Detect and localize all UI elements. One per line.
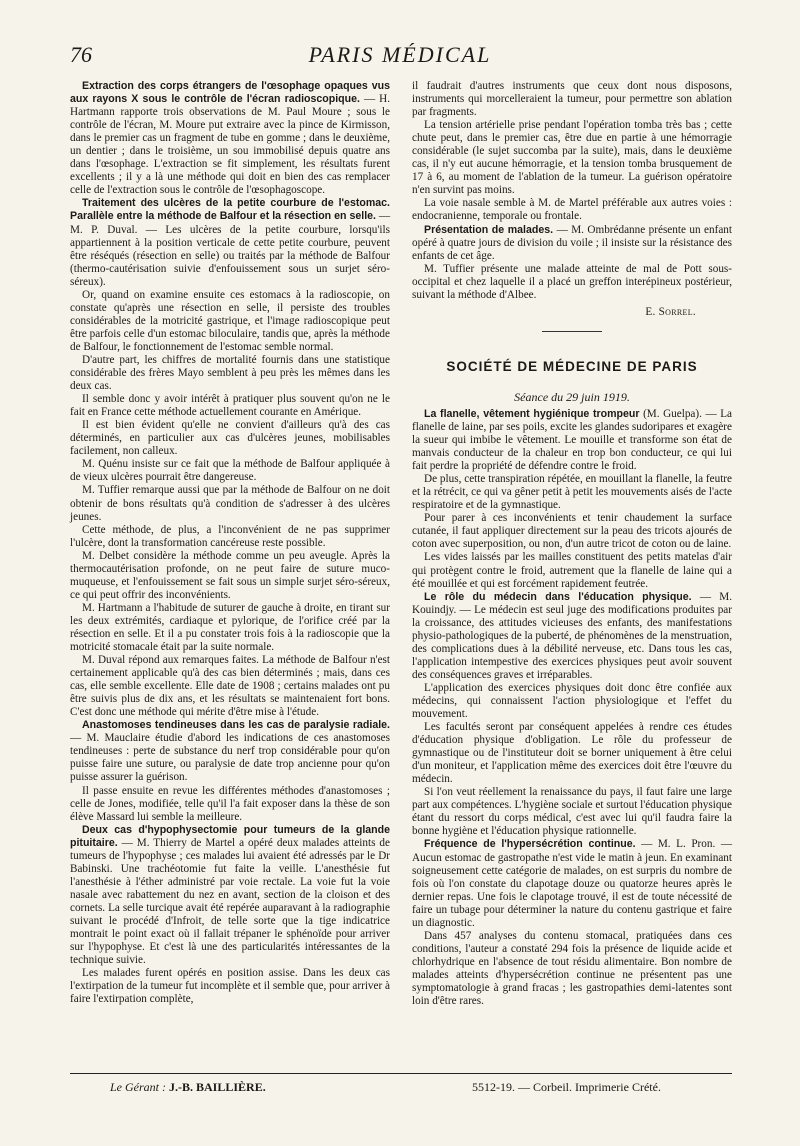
footer-imprint: 5512-19. — Corbeil. Imprimerie Crété. <box>472 1080 661 1094</box>
paragraph: Pour parer à ces inconvénients et tenir chaudement la surface cutanée, il faut appliquer directement sur la peau des tricots ajourés de coton avec superposition, ou non, d'un autre tricot de coton ou de laine. <box>412 512 732 551</box>
paragraph-heading: La flanelle, vêtement hygiénique trompeur <box>424 407 640 420</box>
paragraph: Le rôle du médecin dans l'éducation physique. — M. Kouindjy. — Le médecin est seul juge des modifications produites par la croissance, des attitudes vicieuses des enfants, des manifestations physio-pathologiques de la puberté, de phénomènes de la menstruation, des complications dues à la débilité nerveuse, etc. Dans tous les cas, l'application intempestive des exercices physiques peut avoir souvent des conséquences graves et irréparables. <box>412 590 733 681</box>
paragraph-heading: Deux cas d'hypophysectomie pour tumeurs de la glande pituitaire. <box>70 823 390 849</box>
paragraph: Extraction des corps étrangers de l'œsophage opaques vus aux rayons X sous le contrôle de l'écran radioscopique. — H. Hartmann rapporte trois observations de M. Paul Moure ; sous le contrôle de l'écran, M. Moure put extraire avec la pince de Kirmisson, dans le premier cas un fragment de tube en gomme ; dans le deuxième, un dentier ; dans le troisième, un sou immobilisé depuis quatre ans dans l'œsophage. L'extraction se fit simplement, les résultats furent excellents ; il y a là une méthode qui doit en bien des cas remplacer celle de l'extraction sous le contrôle de l'œsophagoscope. <box>70 80 390 197</box>
paragraph: De plus, cette transpiration répétée, en mouillant la flanelle, la feutre et la rétrécit, ce qui va gêner petit à petit les mouvements aisés de l'acte respiratoire et de la gymnastique. <box>412 473 732 512</box>
paragraph: Dans 457 analyses du contenu stomacal, pratiquées dans ces conditions, l'auteur a constaté 294 fois la présence de liquide acide et chlorhydrique en l'absence de tout résidu alimentaire. Bon nombre de malades atteints d'hypersécrétion continue ne présentent pas une symptomatologie à grand fracas ; les gastropathies demi-latentes sont loin d'être rares. <box>412 929 732 1008</box>
paragraph: M. Tuffier remarque aussi que par la méthode de Balfour on ne doit obtenir de bons résultats qu'à condition de s'adresser à des ulcères jeunes. <box>70 484 390 523</box>
paragraph: Or, quand on examine ensuite ces estomacs à la radioscopie, on constate qu'après une résection en selle, il persiste des troubles considérables de la motricité gastrique, et l'image radioscopique peut être parfois celle d'un estomac biloculaire, tandis que, après la méthode de Balfour, le fonctionnement de l'estomac semble normal. <box>70 288 390 353</box>
paragraph-heading: Extraction des corps étrangers de l'œsophage opaques vus aux rayons X sous le contrôle de l'écran radioscopique. <box>70 80 390 106</box>
paragraph: M. Delbet considère la méthode comme un peu aveugle. Après la thermocautérisation profonde, on ne peut faire de suture muco-muqueuse, et l'enfouissement se fait sous un simple surjet séro-séreux, ce qui peut offrir des inconvénients. <box>70 549 390 601</box>
running-title: PARIS MÉDICAL <box>308 42 492 67</box>
paragraph: La tension artérielle prise pendant l'opération tomba très bas ; cette chute peut, dans le premier cas, être due en partie à une hémorragie considérable (le sujet succomba par la suite), mais, dans le deuxième cas, il n'y eut aucune hémorragie, et la tension tomba brusquement de 17 à 6, au moment de l'ablation de la tumeur. La guérison opératoire n'en survint pas moins. <box>412 119 732 197</box>
footer-rule <box>70 1073 732 1074</box>
section-divider <box>542 331 602 332</box>
paragraph: M. Quénu insiste sur ce fait que la méthode de Balfour appliquée à de vieux ulcères pourrait être dangereuse. <box>70 458 390 484</box>
paragraph-heading: Présentation de malades. <box>424 223 554 236</box>
paragraph-heading: Le rôle du médecin dans l'éducation physique. <box>424 590 692 603</box>
paragraph: Anastomoses tendineuses dans les cas de paralysie radiale. — M. Mauclaire étudie d'abord les indications de ces anastomoses tendineuses : perte de substance du nerf trop considérable pour qu'on puisse faire une suture, ou paralysie de date trop ancienne pour qu'on puisse assurer la guérison. <box>70 719 390 784</box>
paragraph: Il semble donc y avoir intérêt à pratiquer plus souvent qu'on ne le fait en France cette méthode actuellement courante en Amérique. <box>70 393 390 419</box>
paragraph: Les facultés seront par conséquent appelées à rendre ces études d'éducation physique d'obligation. Le rôle du professeur de gymnastique ou de l'instituteur doit se borner uniquement à être celui d'un moniteur, et l'application même des exercices doit être l'œuvre du médecin. <box>412 721 732 786</box>
paragraph: Traitement des ulcères de la petite courbure de l'estomac. Parallèle entre la méthode de Balfour et la résection en selle. — M. P. Duval. — Les ulcères de la petite courbure, lorsqu'ils appartiennent à la position verticale de cette petite courbure, peuvent être réséqués (résection en selle) ou traités par la méthode de Balfour (thermo-cautérisation suivie d'enfouissement sous un surjet séro-séreux). <box>70 197 390 288</box>
session-date: Séance du 29 juin 1919. <box>514 389 630 404</box>
paragraph: La flanelle, vêtement hygiénique trompeur (M. Guelpa). — La flanelle de laine, par ses poils, excite les glandes sudoripares et exagère la sueur qui imbibe le vêtement. Le mouille et transforme son état de manvais conducteur de la chaleur en trop bon conducteur, ce qui lui fait perdre la propriété de défendre contre le froid. <box>412 407 732 473</box>
paragraph: La voie nasale semble à M. de Martel préférable aux autres voies : endocranienne, temporale ou frontale. <box>412 197 732 223</box>
paragraph: Il passe ensuite en revue les différentes méthodes d'anastomoses ; celle de Jones, modifiée, telle qu'il l'a fait exposer dans la thèse de son élève Massard lui semble la meilleure. <box>70 784 390 823</box>
paragraph: Si l'on veut réellement la renaissance du pays, il faut faire une large part aux compétences. L'hygiène sociale et surtout l'éducation physique étant du ressort du corps médical, c'est avec lui qu'il faudra faire la bonne hygiène et l'éducation physique rationnelle. <box>412 786 732 838</box>
paragraph: Présentation de malades. — M. Ombrédanne présente un enfant opéré à quatre jours de division du voile ; il insiste sur la résistance des enfants de cet âge. <box>412 223 732 262</box>
section-title: SOCIÉTÉ DE MÉDECINE DE PARIS <box>446 358 698 374</box>
paragraph-heading: Fréquence de l'hypersécrétion continue. <box>424 838 636 851</box>
paragraph: Les malades furent opérés en position assise. Dans les deux cas l'extirpation de la tumeur fut incomplète et il semble que, pour arriver à faire l'extirpation complète, <box>70 967 390 1006</box>
paragraph: Deux cas d'hypophysectomie pour tumeurs de la glande pituitaire. — M. Thierry de Martel a opéré deux malades atteints de tumeurs de l'hypophyse ; ces malades lui avaient été adressés par le Dr Babinski. Une trachéotomie fut faite la veille. L'anesthésie fut l'anesthésie à l'éther administré par voie rectale. La voie fut la voie nasale avec rabattement du nez en avant, section de la cloison et des cornets. La selle turcique avait été repérée auparavant à la radiographie suivant le procédé d'Infroit, de telle sorte que la tige indicatrice montrait le point exact où il fallait trépaner le sphénoïde pour arriver sur l'hypophyse. Et c'est là une des particularités intéressantes de la technique suivie. <box>70 823 390 967</box>
page-number: 76 <box>70 42 92 67</box>
author-signature: E. Sorrel. <box>645 305 696 318</box>
paragraph: M. Duval répond aux remarques faites. La méthode de Balfour n'est certainement applicable qu'à des cas bien déterminés ; mais, dans ces cas, elle semble excellente. Elle date de 1908 ; certains malades ont pu être suivis plus de dix ans, et les résultats se maintenaient fort bons. C'est donc une méthode qui mérite d'être mise à l'étude. <box>70 654 390 719</box>
left-column <box>70 80 390 1006</box>
paragraph: Fréquence de l'hypersécrétion continue. — M. L. Pron. — Aucun estomac de gastropathe n'est vide le matin à jeun. En examinant soigneusement cette catégorie de malades, on est surpris du nombre de fois où l'on constate du clapotage douze ou quatorze heures après le dernier repas. Une fois le clapotage trouvé, il est de toute nécessité de faire un tubage pour déterminer la nature du contenu gastrique et faire un diagnostic. <box>412 838 733 929</box>
paragraph: L'application des exercices physiques doit donc être confiée aux médecins, qui connaissent l'action physiologique et l'effet du mouvement. <box>412 681 732 721</box>
paragraph: M. Hartmann a l'habitude de suturer de gauche à droite, en tirant sur les deux extrémités, cardiaque et pylorique, de l'orifice créé par la résection en selle. Et il a pu constater trois fois à la radioscopie que la motricité stomacale était par la suite normale. <box>70 601 390 654</box>
paragraph: il faudrait d'autres instruments que ceux dont nous disposons, instruments qui morcelleraient la tumeur, pour permettre son ablation par fragments. <box>412 80 732 119</box>
footer-manager-label: Le Gérant : <box>110 1080 166 1094</box>
footer-manager <box>110 1080 266 1095</box>
paragraph: Il est bien évident qu'elle ne convient d'ailleurs qu'à des cas déterminés, en particulier aux cas d'ulcères jeunes, mobilisables facilement, non calleux. <box>70 419 390 458</box>
paragraph: Les vides laissés par les mailles constituent des petits matelas d'air qui protègent contre le froid, autrement que la flanelle de laine qui a été mouillée et qui est forcément rapidement feutrée. <box>412 551 732 590</box>
paragraph: Cette méthode, de plus, a l'inconvénient de ne pas supprimer l'ulcère, dont la transformation cancéreuse reste possible. <box>70 523 390 549</box>
paragraph-heading: Anastomoses tendineuses dans les cas de paralysie radiale. <box>82 719 390 732</box>
right-column <box>412 80 732 1008</box>
footer-manager-name: J.-B. BAILLIÈRE. <box>169 1080 266 1094</box>
paragraph: D'autre part, les chiffres de mortalité fournis dans une statistique considérable des frères Mayo semblent à peu près les mêmes dans les deux cas. <box>70 353 390 393</box>
paragraph: M. Tuffier présente une malade atteinte de mal de Pott sous-occipital et chez laquelle il a placé un greffon interépineux postérieur, suivant la méthode d'Albee. <box>412 262 732 301</box>
paragraph-heading: Traitement des ulcères de la petite courbure de l'estomac. Parallèle entre la méthode de Balfour et la résection en selle. <box>70 197 390 223</box>
